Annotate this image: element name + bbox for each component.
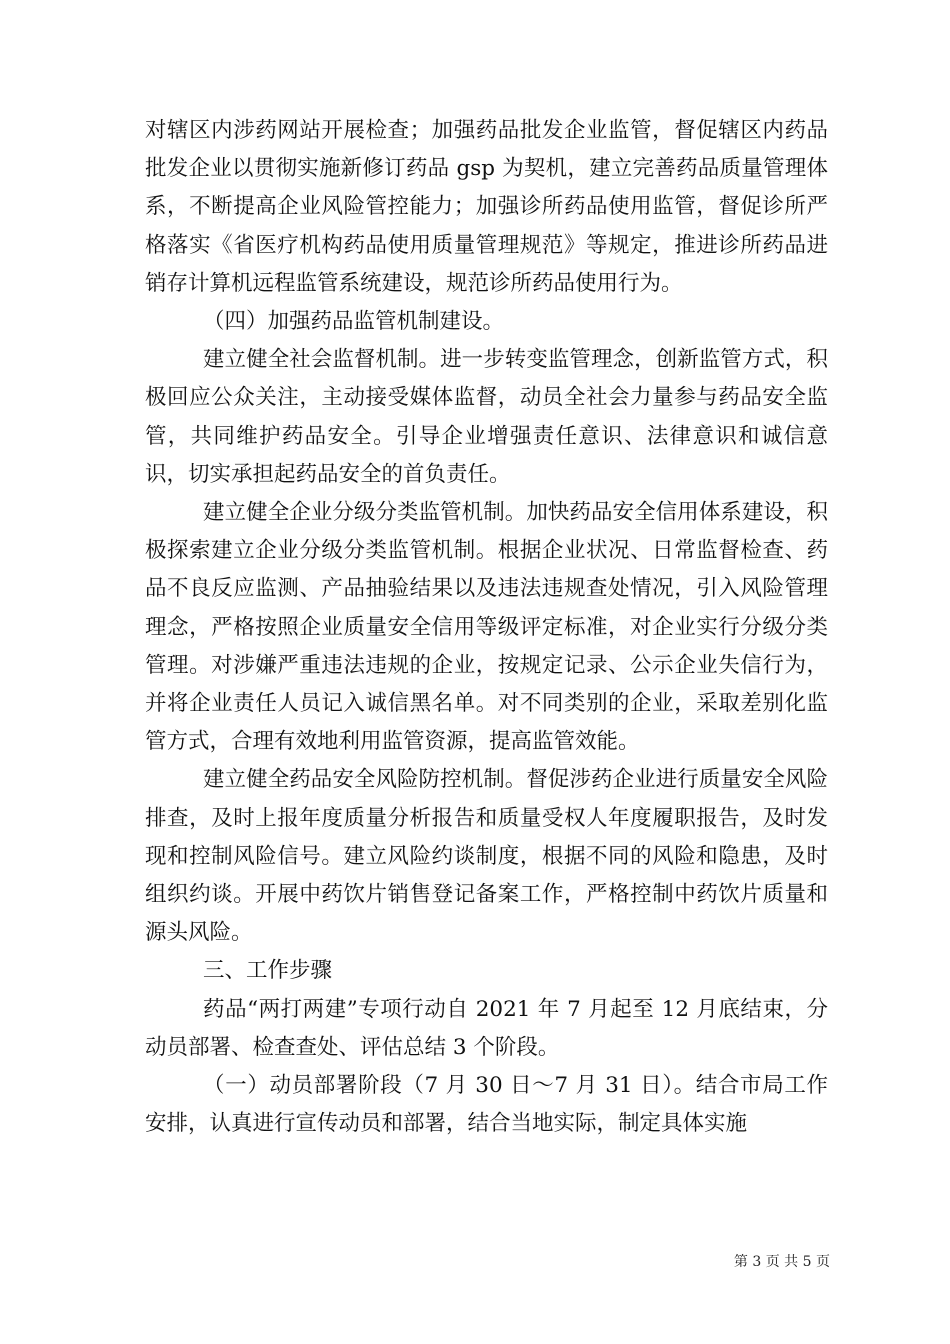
paragraph-mobilization-stage: （一）动员部署阶段（7 月 30 日～7 月 31 日）。结合市局工作安排，认真进行宣传动员和部署，结合当地实际，制定具体实施: [145, 1073, 828, 1137]
section-heading-work-steps: 三、工作步骤: [203, 958, 333, 984]
paragraph-tiered-supervision: 建立健全企业分级分类监管机制。加快药品安全信用体系建设，积极探索建立企业分级分类监管机制。根据企业状况、日常监督检查、药品不良反应监测、产品抽验结果以及违法违规查处情况，引入风险管理理念，严格按照企业质量安全信用等级评定标准，对企业实行分级分类管理。对涉嫌严重违法违规的企业，按规定记录、公示企业失信行为，并将企业责任人员记入诚信黑名单。对不同类别的企业，采取差别化监管方式，合理有效地利用监管资源，提高监管效能。: [145, 500, 828, 755]
paragraph-continuation: 对辖区内涉药网站开展检查；加强药品批发企业监管，督促辖区内药品批发企业以贯彻实施新修订药品 gsp 为契机，建立完善药品质量管理体系，不断提高企业风险管控能力；加强诊所药品使用监管，督促诊所严格落实《省医疗机构药品使用质量管理规范》等规定，推进诊所药品进销存计算机远程监管系统建设，规范诊所药品使用行为。: [145, 118, 828, 296]
page-number: 第 3 页 共 5 页: [733, 1254, 830, 1270]
paragraph-risk-control: 建立健全药品安全风险防控机制。督促涉药企业进行质量安全风险排查，及时上报年度质量分析报告和质量受权人年度履职报告，及时发现和控制风险信号。建立风险约谈制度，根据不同的风险和隐患，及时组织约谈。开展中药饮片销售登记备案工作，严格控制中药饮片质量和源头风险。: [145, 767, 828, 946]
paragraph-social-supervision: 建立健全社会监督机制。进一步转变监管理念，创新监管方式，积极回应公众关注，主动接受媒体监督，动员全社会力量参与药品安全监管，共同维护药品安全。引导企业增强责任意识、法律意识和诚信意识，切实承担起药品安全的首负责任。: [145, 347, 828, 487]
document-body: [145, 112, 828, 1143]
section-heading-four: （四）加强药品监管机制建设。: [203, 309, 505, 335]
paragraph-action-period: 药品“两打两建”专项行动自 2021 年 7 月起至 12 月底结束，分动员部署、检查查处、评估总结 3 个阶段。: [145, 996, 828, 1060]
